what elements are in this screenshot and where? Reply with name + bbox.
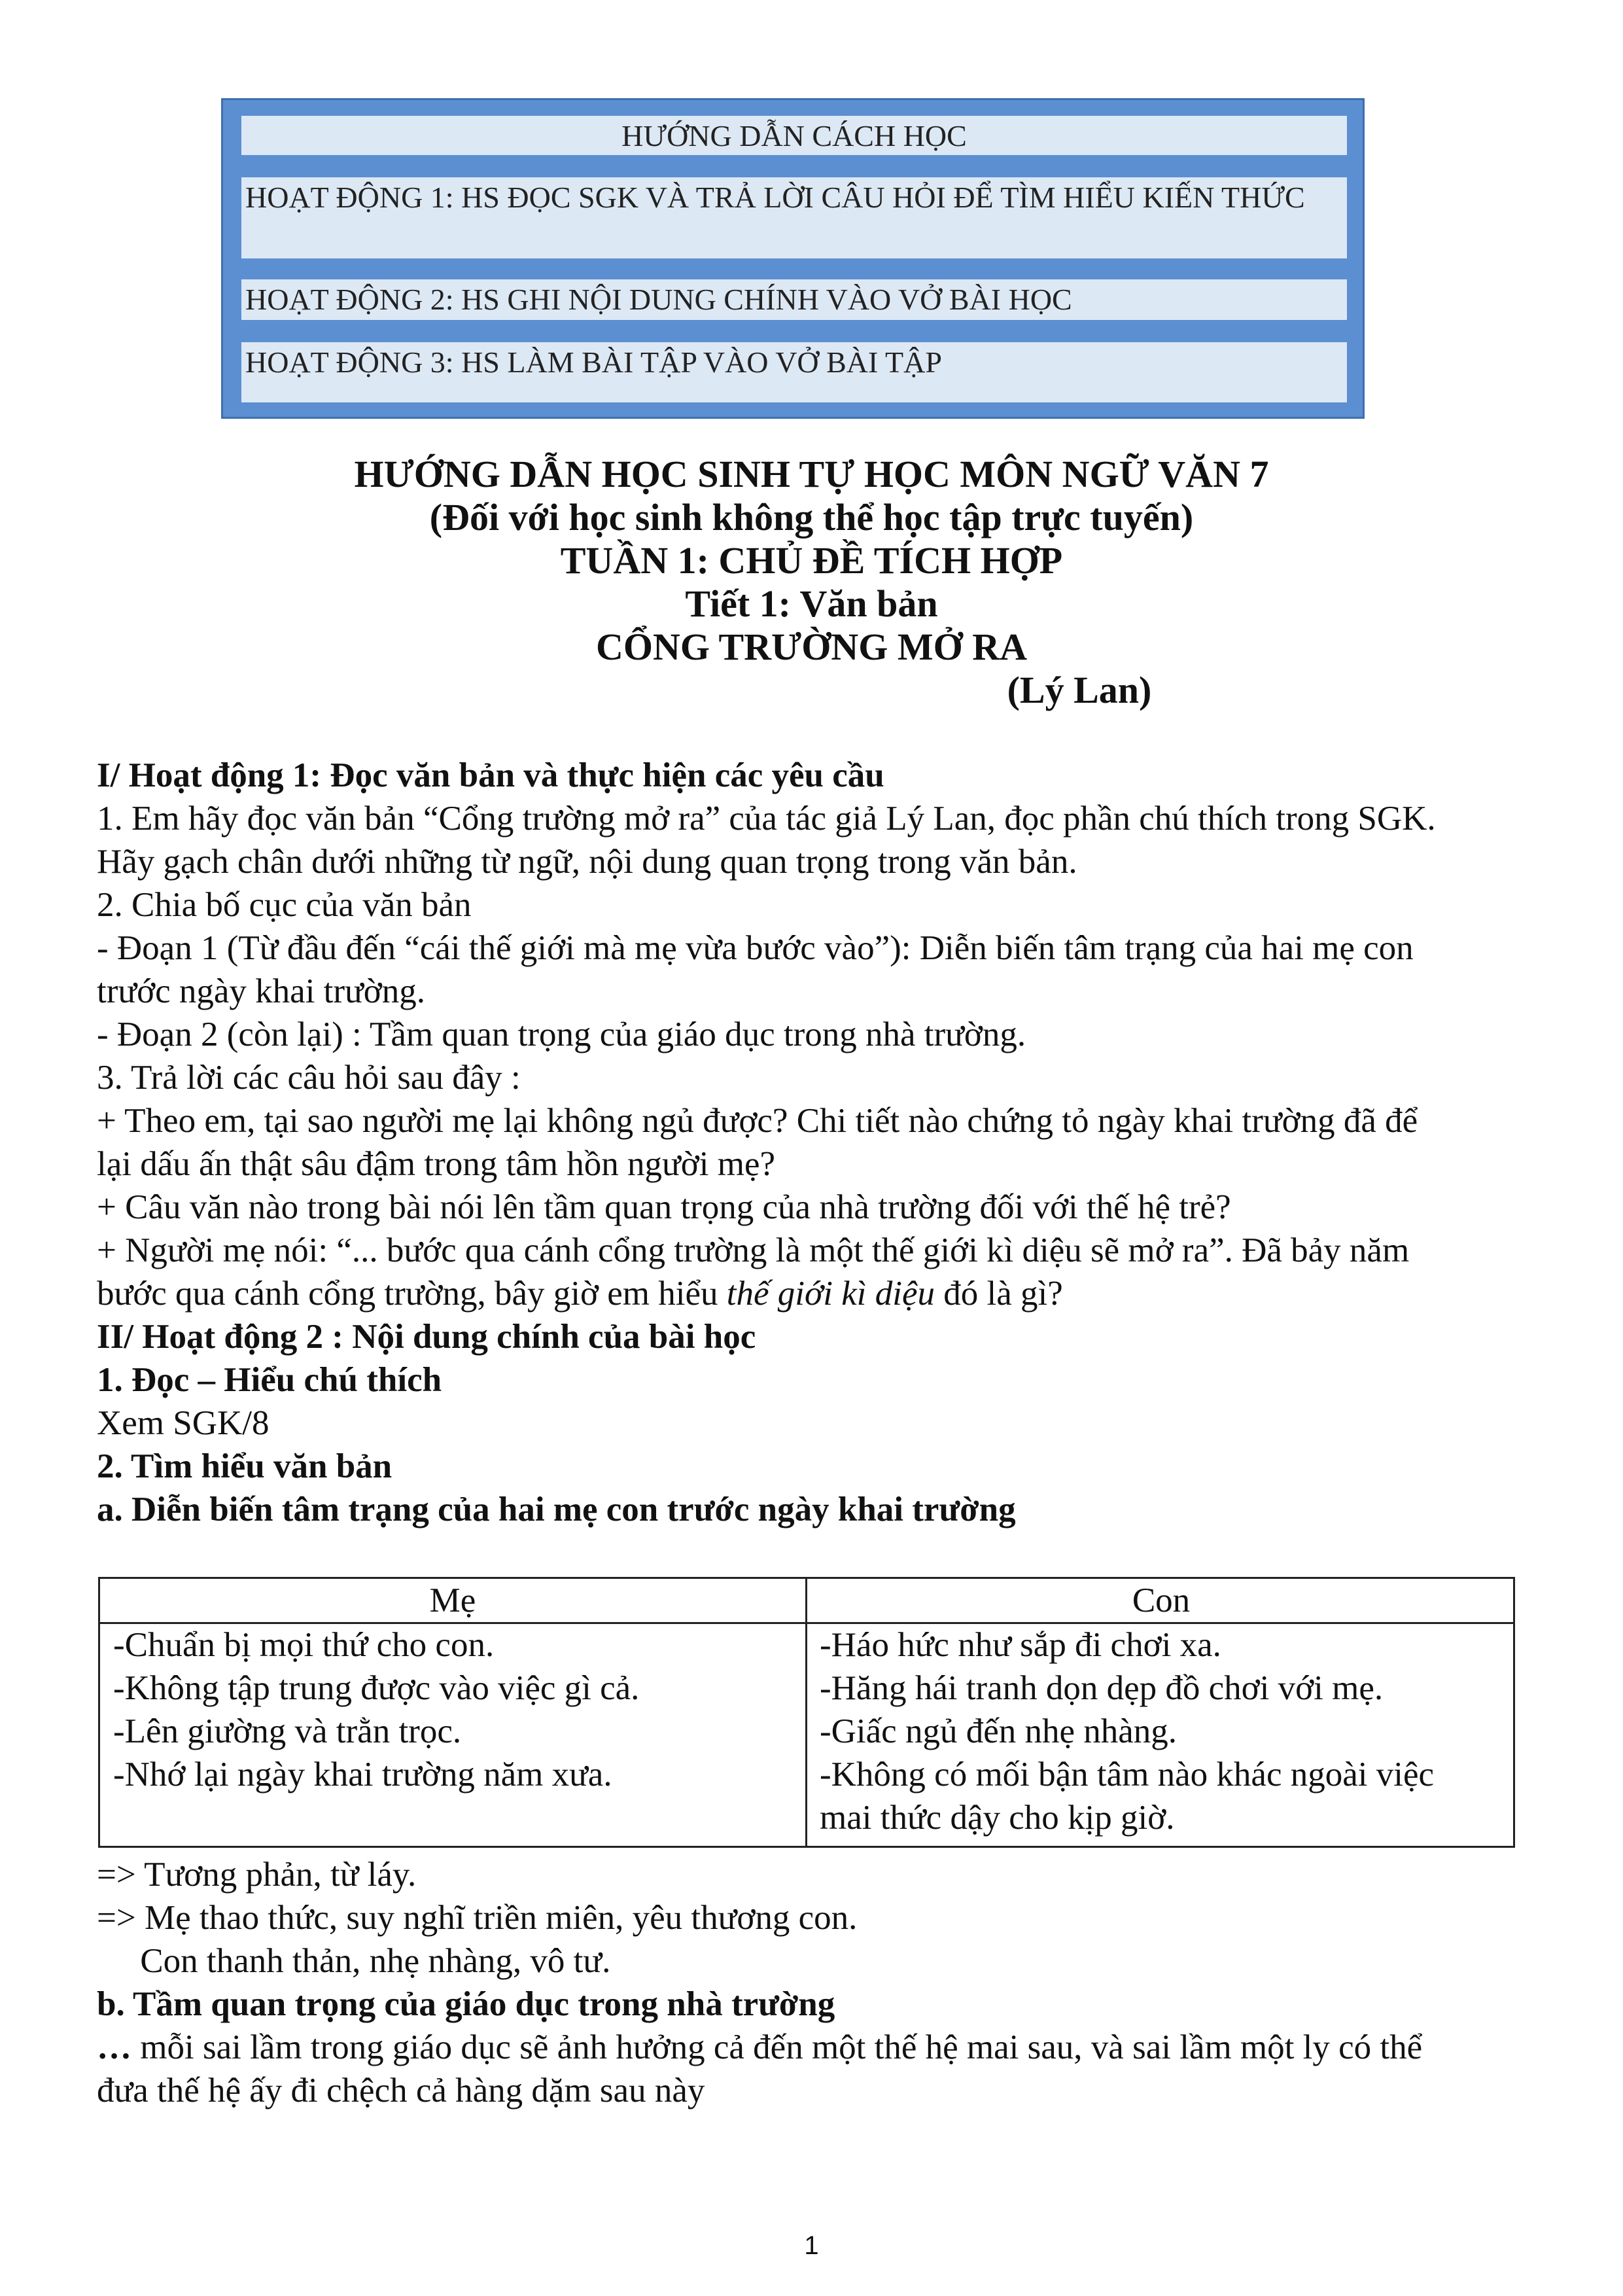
table-cell-mother: -Nhớ lại ngày khai trường năm xưa.	[113, 1756, 612, 1793]
table-cell-child: mai thức dậy cho kịp giờ.	[820, 1799, 1175, 1837]
guide-activity-2: HOẠT ĐỘNG 2: HS GHI NỘI DUNG CHÍNH VÀO VỞ BÀI HỌC	[241, 279, 1347, 320]
document-subtitle: (Đối với học sinh không thể học tập trực tuyến)	[429, 496, 1194, 539]
lesson-title: Tiết 1: Văn bản	[685, 582, 938, 625]
author-name: (Lý Lan)	[1007, 669, 1152, 711]
table-cell-mother: -Lên giường và trằn trọc.	[113, 1712, 462, 1750]
table-header-mother: Mẹ	[429, 1581, 476, 1619]
table-header-child: Con	[1132, 1581, 1191, 1619]
section-1-line: - Đoạn 1 (Từ đầu đến “cái thế giới mà mẹ vừa bước vào”): Diễn biến tâm trạng của hai mẹ con	[97, 929, 1414, 967]
table-cell-mother: -Chuẩn bị mọi thứ cho con.	[113, 1626, 495, 1664]
quote-line: đưa thế hệ ấy đi chệch cả hàng dặm sau này	[97, 2072, 705, 2110]
page-number: 1	[804, 2231, 819, 2260]
guide-activity-3: HOẠT ĐỘNG 3: HS LÀM BÀI TẬP VÀO VỞ BÀI TẬP	[241, 342, 1347, 402]
week-title: TUẦN 1: CHỦ ĐỀ TÍCH HỢP	[560, 539, 1063, 582]
subsection-2a-heading: a. Diễn biến tâm trạng của hai mẹ con trước ngày khai trường	[97, 1491, 1016, 1528]
table-cell-child: -Giấc ngủ đến nhẹ nhàng.	[820, 1712, 1178, 1750]
mood-comparison-table	[98, 1577, 1515, 1848]
section-2-heading: II/ Hoạt động 2 : Nội dung chính của bài học	[97, 1318, 756, 1356]
subsection-1-text: Xem SGK/8	[97, 1404, 270, 1442]
subsection-2b-heading: b. Tầm quan trọng của giáo dục trong nhà trường	[97, 1985, 835, 2023]
section-1-heading: I/ Hoạt động 1: Đọc văn bản và thực hiện các yêu cầu	[97, 756, 884, 794]
table-cell-child: -Háo hức như sắp đi chơi xa.	[820, 1626, 1221, 1664]
section-1-line: 3. Trả lời các câu hỏi sau đây :	[97, 1059, 521, 1097]
work-title: CỔNG TRƯỜNG MỞ RA	[596, 626, 1027, 668]
guide-title: HƯỚNG DẪN CÁCH HỌC	[241, 116, 1347, 155]
section-1-line: 1. Em hãy đọc văn bản “Cổng trường mở ra” của tác giả Lý Lan, đọc phần chú thích trong SGK.	[97, 800, 1436, 838]
section-1-line: lại dấu ấn thật sâu đậm trong tâm hồn người mẹ?	[97, 1145, 775, 1183]
section-1-line: + Câu văn nào trong bài nói lên tầm quan trọng của nhà trường đối với thế hệ trẻ?	[97, 1188, 1231, 1226]
section-1-line: + Theo em, tại sao người mẹ lại không ngủ được? Chi tiết nào chứng tỏ ngày khai trường đã để	[97, 1102, 1418, 1140]
document-title: HƯỚNG DẪN HỌC SINH TỰ HỌC MÔN NGỮ VĂN 7	[354, 453, 1269, 495]
study-guide-box	[221, 98, 1365, 419]
guide-activity-1: HOẠT ĐỘNG 1: HS ĐỌC SGK VÀ TRẢ LỜI CÂU HỎI ĐỂ TÌM HIỂU KIẾN THỨC	[241, 177, 1347, 258]
last-line-end: đó là gì?	[935, 1275, 1063, 1313]
table-cell-child: -Hăng hái tranh dọn dẹp đồ chơi với mẹ.	[820, 1669, 1384, 1707]
quote-text: mỗi sai lầm trong giáo dục sẽ ảnh hưởng cả đến một thế hệ mai sau, và sai lầm một ly có thể	[131, 2028, 1423, 2066]
table-cell-child: -Không có mối bận tâm nào khác ngoài việc	[820, 1756, 1434, 1793]
quote-line	[97, 2026, 1543, 2069]
subsection-1-heading: 1. Đọc – Hiểu chú thích	[97, 1361, 442, 1399]
italic-phrase: thế giới kì diệu	[726, 1275, 935, 1313]
conclusion-line: => Tương phản, từ láy.	[97, 1856, 417, 1894]
section-1-last-line	[97, 1272, 1543, 1315]
subsection-2-heading: 2. Tìm hiểu văn bản	[97, 1447, 393, 1485]
table-cell-mother: -Không tập trung được vào việc gì cả.	[113, 1669, 640, 1707]
last-line-text: bước qua cánh cổng trường, bây giờ em hiểu	[97, 1275, 727, 1313]
section-1-line: 2. Chia bố cục của văn bản	[97, 886, 472, 924]
ellipsis: …	[97, 2028, 131, 2066]
section-1-line: Hãy gạch chân dưới những từ ngữ, nội dung quan trọng trong văn bản.	[97, 843, 1077, 881]
conclusion-line: Con thanh thản, nhẹ nhàng, vô tư.	[97, 1942, 611, 1980]
section-1-line: + Người mẹ nói: “... bước qua cánh cổng trường là một thế giới kì diệu sẽ mở ra”. Đã bảy năm	[97, 1231, 1410, 1269]
section-1-line: - Đoạn 2 (còn lại) : Tầm quan trọng của giáo dục trong nhà trường.	[97, 1016, 1026, 1053]
conclusion-line: => Mẹ thao thức, suy nghĩ triền miên, yêu thương con.	[97, 1899, 858, 1937]
section-1-line: trước ngày khai trường.	[97, 972, 426, 1010]
